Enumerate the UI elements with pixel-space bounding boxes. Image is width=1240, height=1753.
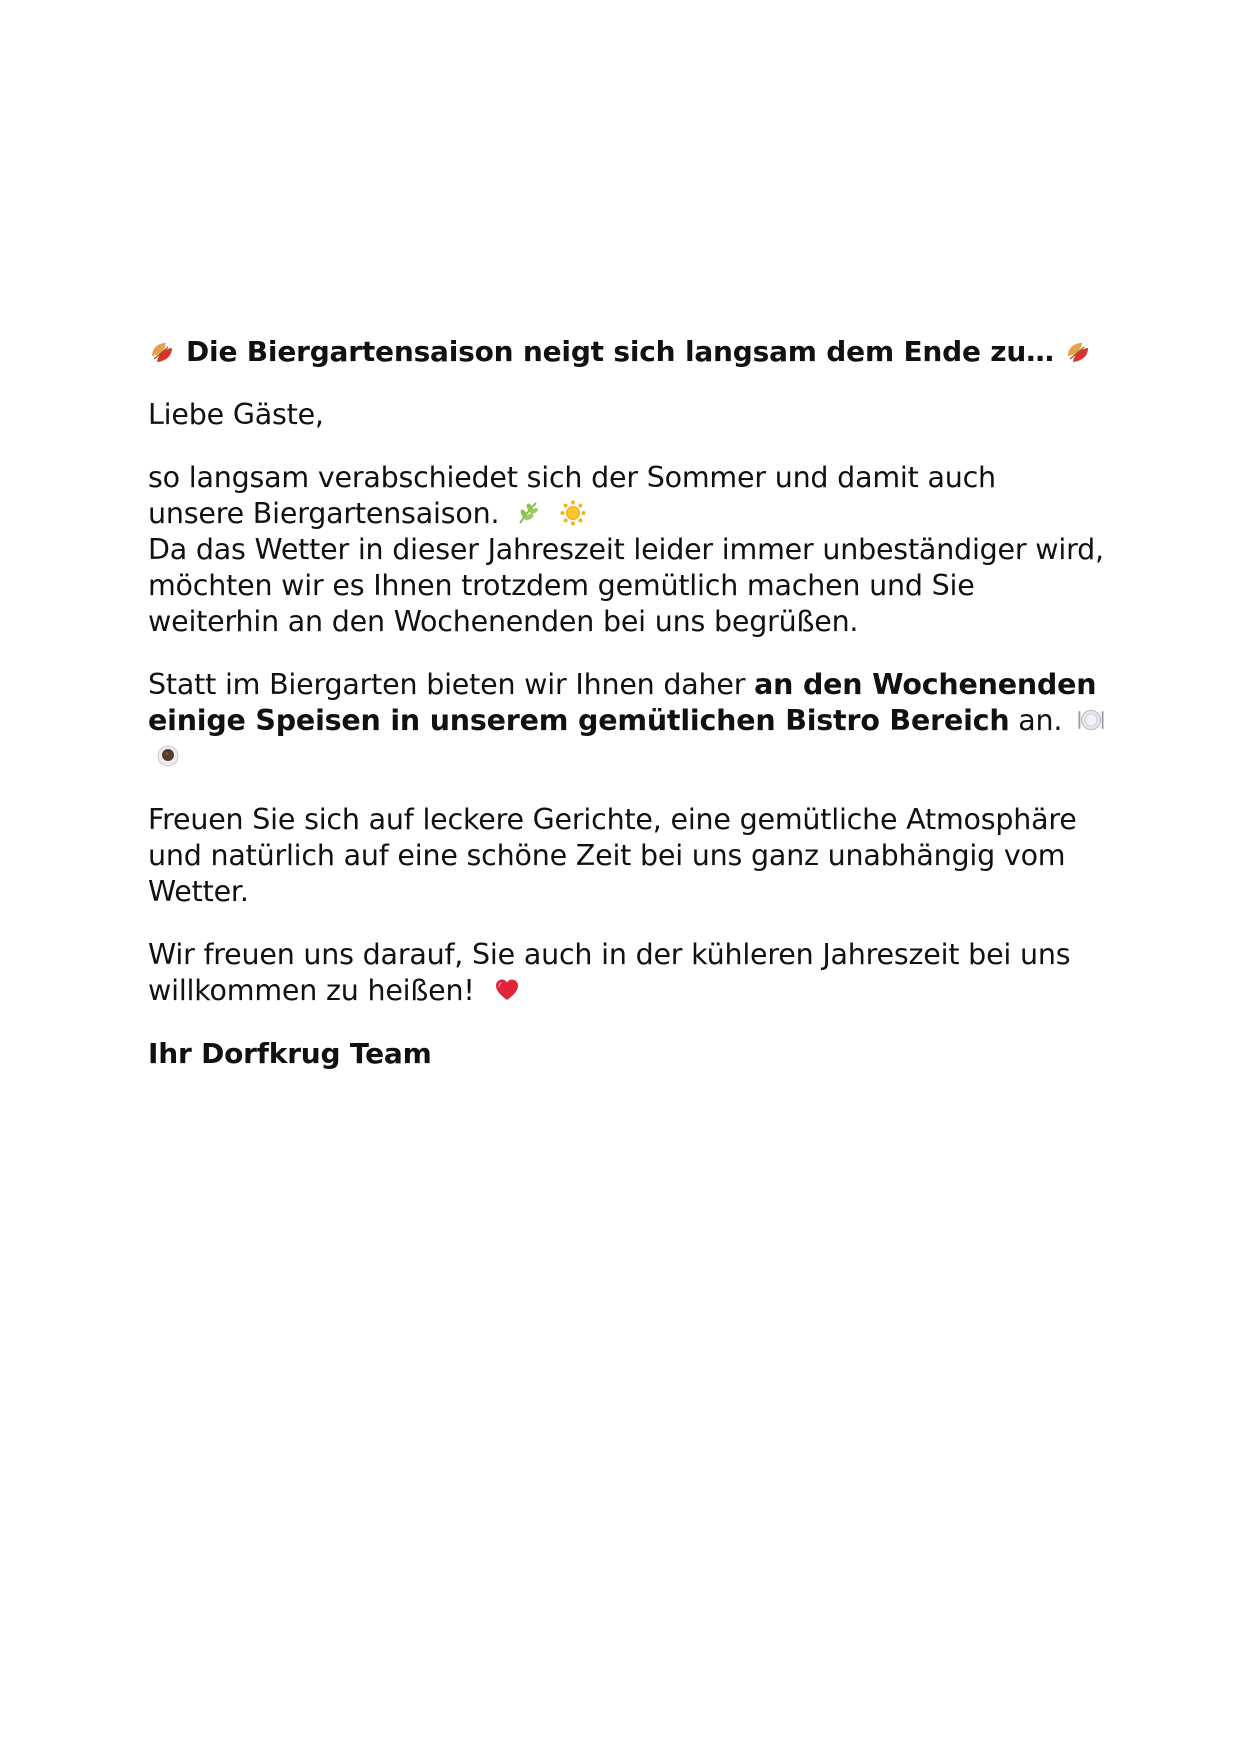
heart-icon [493,976,521,1004]
paragraph-welcome-line2: willkommen zu heißen! [148,974,475,1007]
paragraph-offer-start: Statt im Biergarten bieten wir Ihnen daher [148,668,755,701]
autumn-leaf-icon [148,338,176,366]
signature: Ihr Dorfkrug Team [148,1037,432,1070]
coffee-icon [154,742,182,770]
salutation: Liebe Gäste, [148,398,324,431]
herb-icon [514,499,542,527]
paragraph-intro-line1: so langsam verabschiedet sich der Sommer und damit auch [148,461,996,494]
headline-text: Die Biergartensaison neigt sich langsam dem Ende zu… [186,335,1054,368]
headline [148,334,1108,370]
paragraph-offer-end: an. [1009,704,1063,737]
paragraph-atmosphere: Freuen Sie sich auf leckere Gerichte, eine gemütliche Atmosphäre und natürlich auf eine schöne Zeit bei uns ganz unabhängig vom Wetter. [148,803,1077,908]
paragraph-offer [148,667,1108,775]
paragraph-intro-line2: unsere Biergartensaison. [148,497,500,530]
paragraph-intro [148,460,1108,640]
paragraph-welcome-line1: Wir freuen uns darauf, Sie auch in der kühleren Jahreszeit bei uns [148,938,1071,971]
paragraph-offer-highlight: an den Wochenenden einige Speisen in unserem gemütlichen Bistro Bereich [148,668,1097,737]
paragraph-intro-rest: Da das Wetter in dieser Jahreszeit leider immer unbeständiger wird, möchten wir es Ihnen trotzdem gemütlich machen und Sie weiterhin an den Wochenenden bei uns begrüßen. [148,533,1104,638]
document-page [148,334,1108,1072]
sun-icon [559,499,587,527]
plate-icon [1077,706,1105,734]
paragraph-welcome [148,937,1108,1009]
autumn-leaf-icon [1064,338,1092,366]
